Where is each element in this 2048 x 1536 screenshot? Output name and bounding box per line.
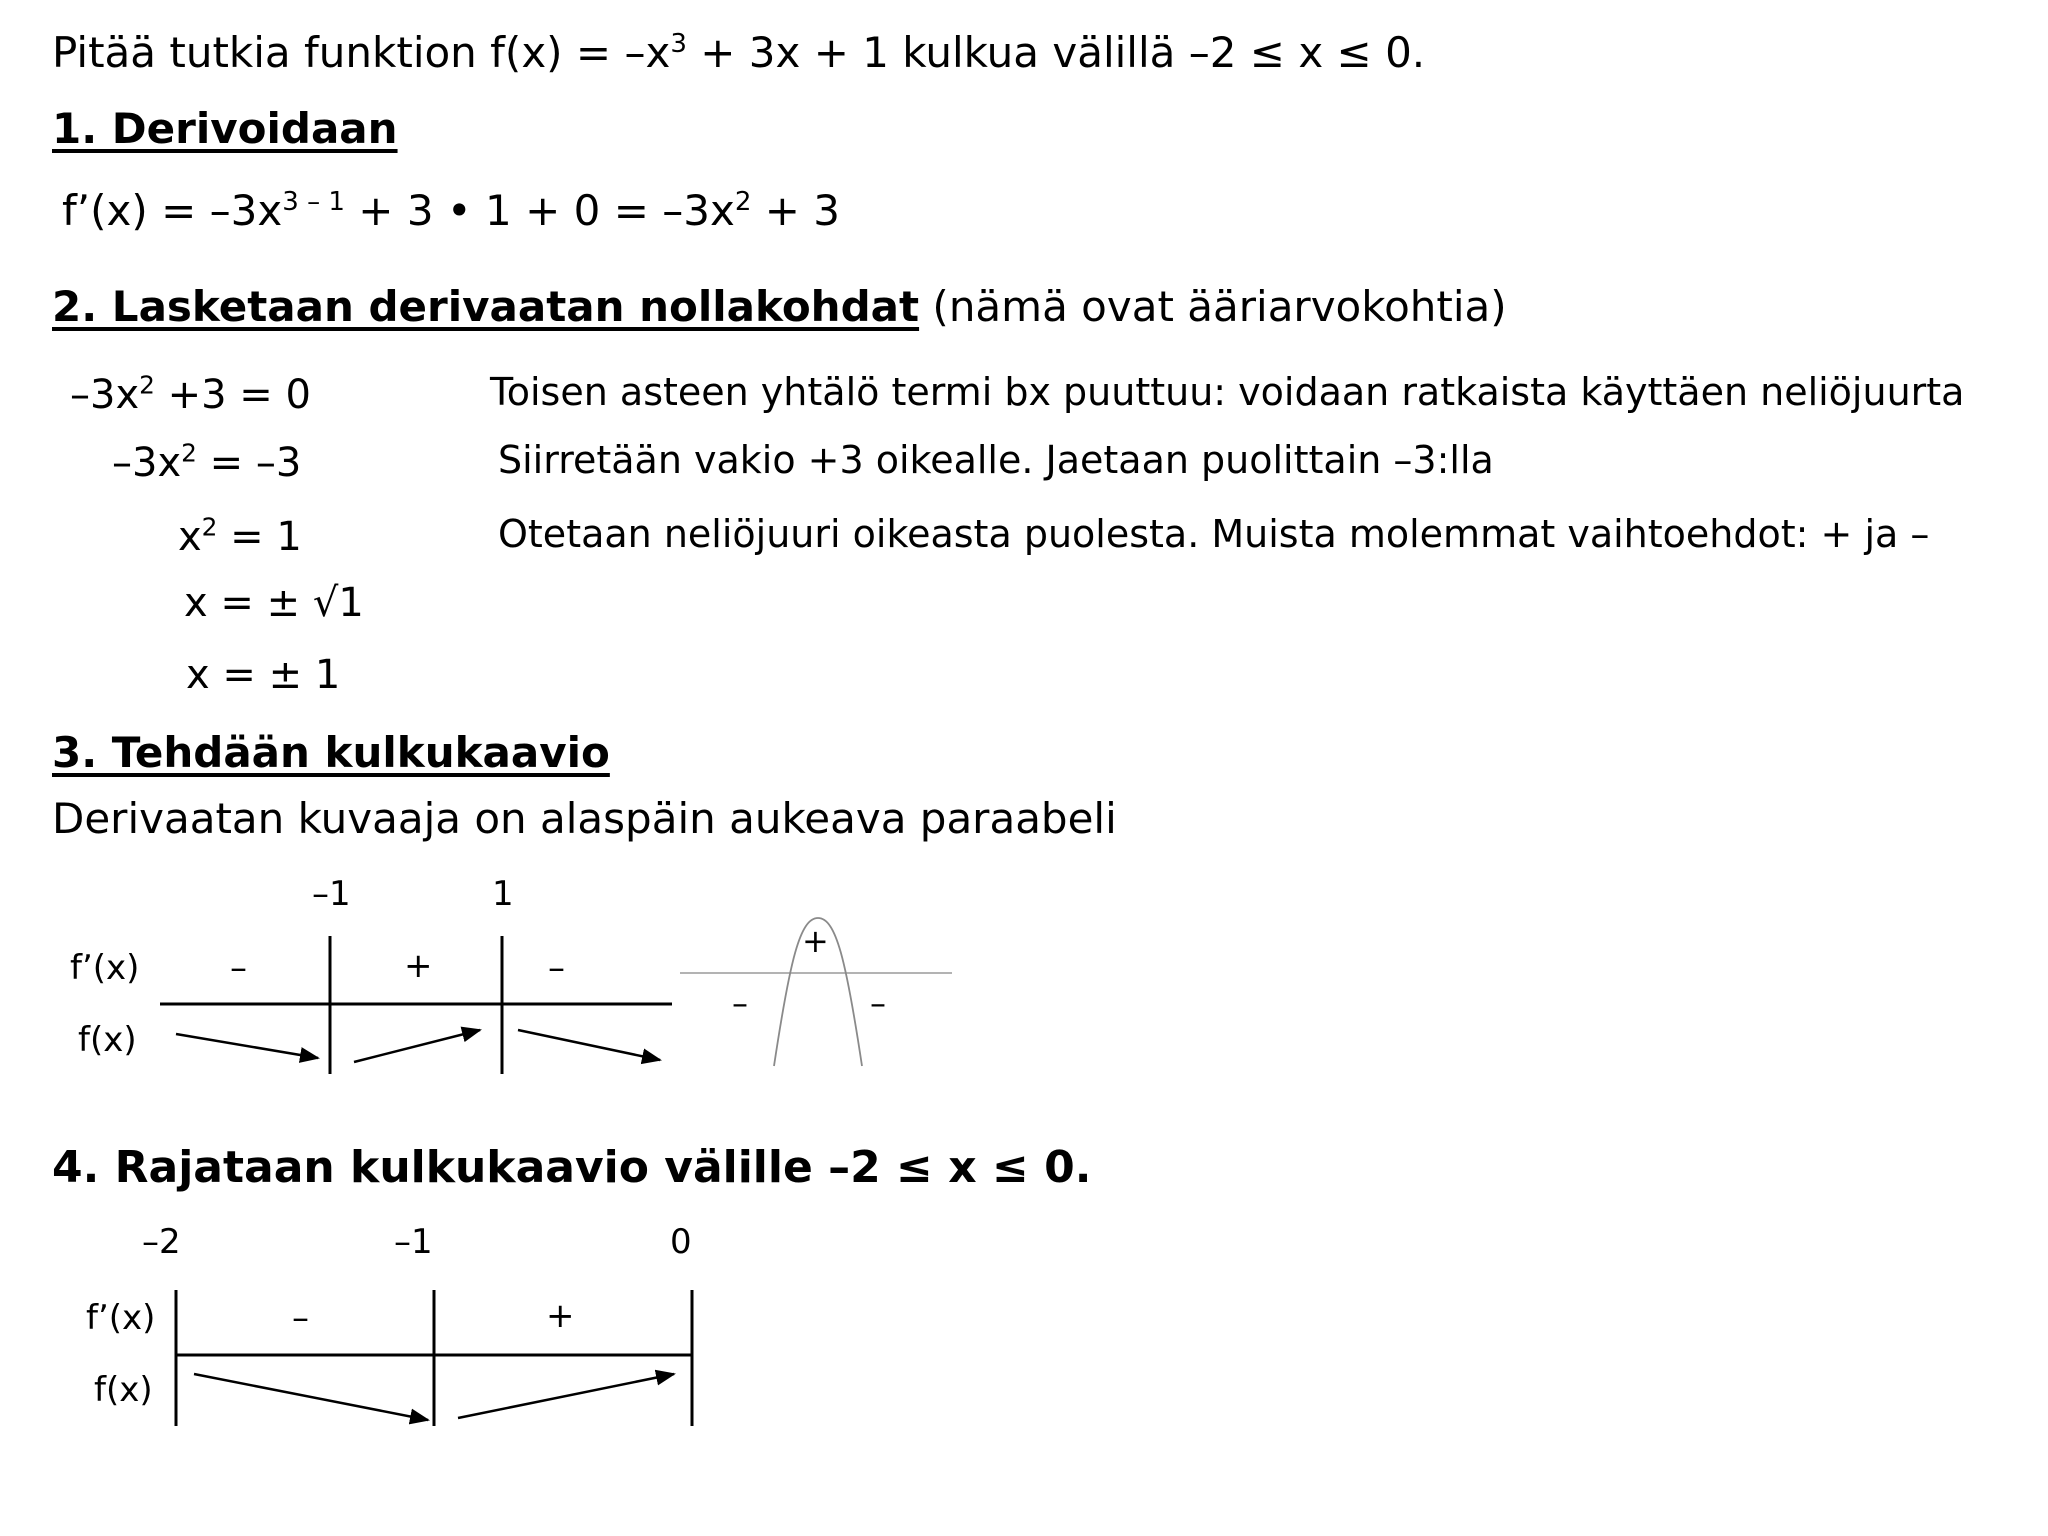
explanation-1: Toisen asteen yhtälö termi bx puuttuu: voidaan ratkaista käyttäen neliöjuurta — [490, 370, 1965, 414]
step2-note: (nämä ovat ääriarvokohtia) — [919, 282, 1507, 331]
equation-5: x = ± 1 — [186, 652, 341, 698]
derivative-part: f’(x) = –3x — [62, 186, 283, 235]
explanation-2: Siirretään vakio +3 oikealle. Jaetaan puolittain –3:lla — [498, 438, 1494, 482]
parabola-sign-right: – — [870, 984, 886, 1022]
equation-4: x = ± √1 — [184, 580, 364, 626]
intro-exponent: 3 — [670, 29, 687, 59]
chart2-grid — [176, 1290, 692, 1426]
eq-part: = 1 — [217, 514, 302, 560]
step3-description: Derivaatan kuvaaja on alaspäin aukeava paraabeli — [52, 794, 1117, 843]
chart2-row-fprime: f’(x) — [86, 1298, 156, 1338]
chart2-arrow-down — [194, 1374, 428, 1420]
eq-part: = –3 — [196, 440, 302, 486]
intro-text: Pitää tutkia funktion f(x) = –x — [52, 28, 671, 77]
eq-exponent: 2 — [181, 438, 197, 468]
parabola-sign-top: + — [802, 922, 829, 960]
eq-exponent: 2 — [139, 370, 155, 400]
derivative-part: + 3 — [751, 186, 841, 235]
chart2-x-label-minus-2: –2 — [142, 1222, 181, 1262]
step1-heading: 1. Derivoidaan — [52, 104, 398, 153]
step4-heading: 4. Rajataan kulkukaavio välille –2 ≤ x ≤ 0. — [52, 1142, 1092, 1193]
step2-heading: 2. Lasketaan derivaatan nollakohdat — [52, 282, 920, 331]
chart1-arrow-down-1 — [176, 1034, 318, 1058]
derivative-exponent: 3 – 1 — [282, 187, 345, 217]
derivative-part: + 3 • 1 + 0 = –3x — [344, 186, 735, 235]
chart1-grid — [160, 936, 672, 1074]
parabola-curve — [774, 918, 862, 1066]
chart2-sign-1: – — [292, 1298, 309, 1338]
chart1-trend-arrows — [176, 1030, 660, 1062]
chart2-x-label-minus-1: –1 — [394, 1222, 433, 1262]
eq-exponent: 2 — [201, 512, 218, 542]
chart2-arrow-up — [458, 1374, 674, 1418]
chart2-sign-2: + — [546, 1296, 575, 1336]
explanation-3: Otetaan neliöjuuri oikeasta puolesta. Muista molemmat vaihtoehdot: + ja – — [498, 512, 1930, 556]
derivative-exponent: 2 — [734, 187, 752, 217]
eq-part: +3 = 0 — [154, 372, 311, 418]
chart1-row-fprime: f’(x) — [70, 948, 140, 988]
chart1-sign-1: – — [230, 948, 247, 988]
chart1-arrow-up — [354, 1030, 480, 1062]
eq-part: –3x — [70, 372, 140, 418]
intro-text-end: + 3x + 1 kulkua välillä –2 ≤ x ≤ 0. — [686, 28, 1426, 77]
chart1-sign-2: + — [404, 946, 433, 986]
parabola-sketch — [680, 918, 952, 1066]
chart1-sign-3: – — [548, 948, 565, 988]
chart2-row-f: f(x) — [94, 1370, 153, 1410]
chart2-x-label-0: 0 — [670, 1222, 692, 1262]
chart1-arrow-down-2 — [518, 1030, 660, 1060]
eq-part: x — [178, 514, 202, 560]
eq-part: –3x — [112, 440, 182, 486]
chart1-x-label-1: 1 — [492, 874, 514, 914]
chart1-row-f: f(x) — [78, 1020, 137, 1060]
chart1-x-label-minus-1: –1 — [312, 874, 351, 914]
parabola-sign-left: – — [732, 984, 748, 1022]
step3-heading: 3. Tehdään kulkukaavio — [52, 728, 610, 777]
